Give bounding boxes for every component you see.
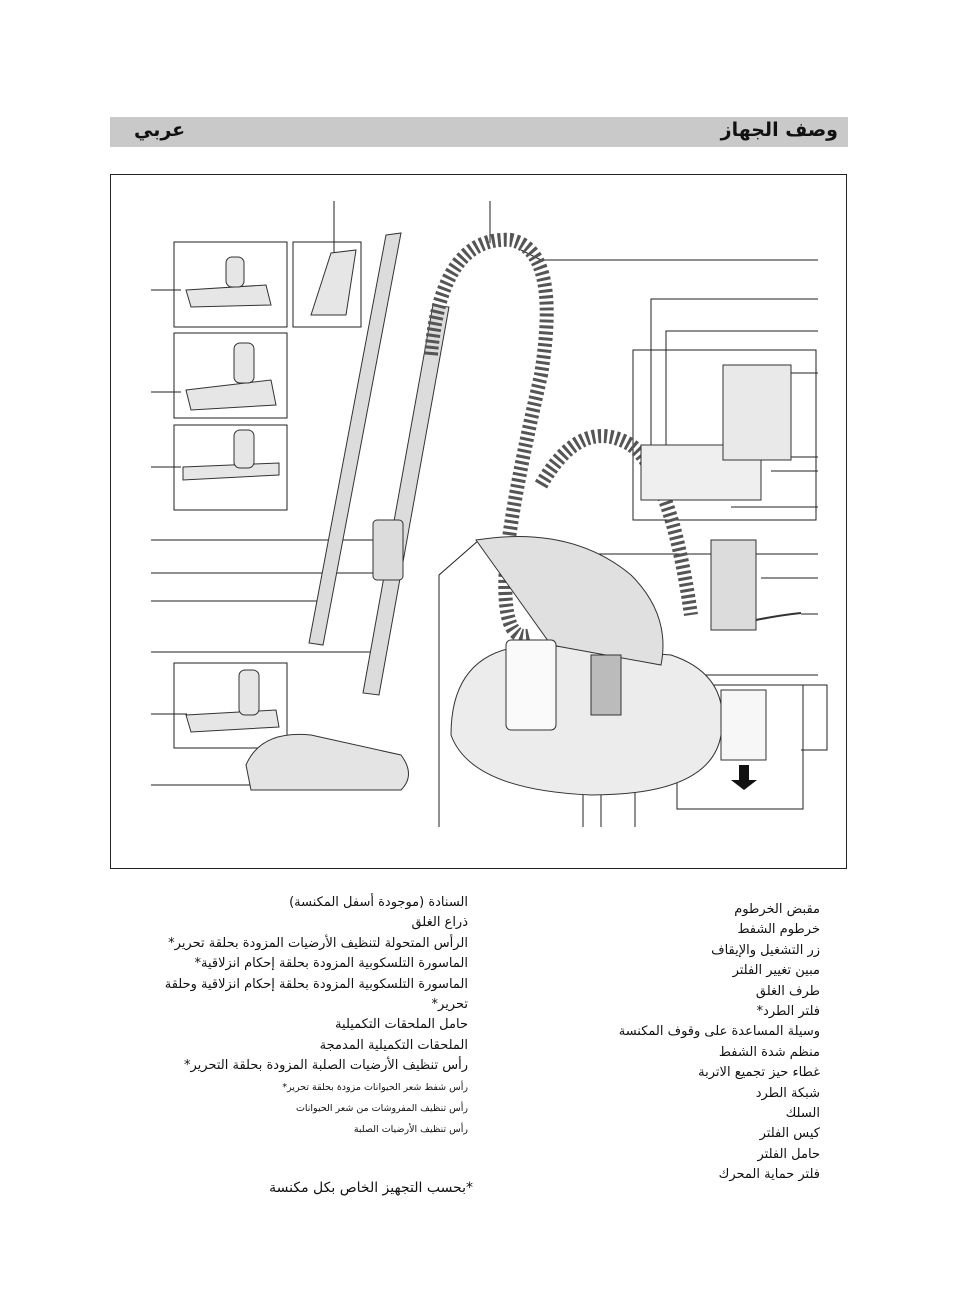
- footnote: *بحسب التجهيز الخاص بكل مكنسة: [269, 1180, 473, 1196]
- motor-filter-icon: [591, 655, 621, 715]
- list-item: حامل الملحقات التكميلية: [335, 1017, 468, 1033]
- filter-bag-icon: [506, 640, 556, 730]
- list-item: الماسورة التلسكوبية المزودة بحلقة إحكام انزلاقية وحلقة تحرير*: [164, 976, 468, 1013]
- list-item: مبين تغيير الفلتر: [732, 963, 820, 979]
- list-item: فلتر حماية المحرك: [718, 1167, 820, 1183]
- vacuum-body-icon: [451, 645, 722, 795]
- power-cord-icon: [756, 613, 801, 620]
- floor-nozzle-icon: [186, 380, 276, 410]
- accessory-box-pet: [174, 663, 287, 748]
- brush-nozzle-neck: [234, 430, 254, 468]
- list-item: وسيلة المساعدة على وقوف المكنسة: [618, 1024, 820, 1040]
- header-bar: [110, 117, 848, 147]
- cable-reel-icon: [711, 540, 756, 630]
- list-item: رأس تنظيف الأرضيات الصلبة المزودة بحلقة التحرير*: [184, 1058, 468, 1074]
- list-item: رأس شفط شعر الحيوانات مزودة بحلقة تحرير*: [282, 1081, 468, 1093]
- list-item: فلتر الطرد*: [756, 1004, 820, 1020]
- list-item: مقبض الخرطوم: [734, 902, 820, 917]
- list-item: ذراع الغلق: [411, 915, 468, 931]
- crevice-tool-icon: [311, 250, 356, 315]
- list-item: رأس تنظيف المفروشات من شعر الحيوانات: [295, 1102, 468, 1114]
- list-item: السلك: [785, 1106, 820, 1122]
- brush-nozzle-icon: [183, 463, 279, 480]
- list-item: السنادة (موجودة أسفل المكنسة): [289, 895, 468, 910]
- list-item: زر التشغيل والإيقاف: [711, 942, 820, 958]
- parts-list-right: [480, 900, 820, 1186]
- main-floor-nozzle-icon: [246, 734, 409, 790]
- pet-nozzle-icon: [186, 710, 279, 732]
- floor-nozzle-neck: [234, 343, 254, 383]
- callout-line: [521, 250, 818, 260]
- list-item: كيس الفلتر: [759, 1126, 820, 1142]
- vacuum-diagram: [111, 175, 848, 870]
- accessory-holder: [373, 520, 403, 580]
- list-item: غطاء حيز تجميع الاتربة: [698, 1065, 820, 1081]
- list-item: الماسورة التلسكوبية المزودة بحلقة إحكام انزلاقية*: [194, 956, 468, 972]
- upholstery-nozzle-icon: [186, 285, 271, 307]
- list-item: طرف الغلق: [755, 983, 820, 999]
- list-item: خرطوم الشفط: [737, 922, 820, 938]
- list-item: حامل الفلتر: [757, 1146, 820, 1162]
- exhaust-filter-icon: [723, 365, 791, 460]
- upholstery-neck: [226, 257, 244, 287]
- callout-line: [801, 685, 827, 750]
- list-item: الملحقات التكميلية المدمجة: [319, 1037, 468, 1053]
- list-item: منظم شدة الشفط: [718, 1044, 820, 1060]
- pet-nozzle-neck: [239, 670, 259, 715]
- insert-arrow-icon: [731, 765, 757, 790]
- page-title: وصف الجهاز: [720, 119, 838, 141]
- parts-list-left: [128, 893, 468, 1140]
- list-item: رأس تنظيف الأرضيات الصلبة: [353, 1123, 468, 1135]
- diagram-frame: [110, 174, 847, 869]
- list-item: شبكة الطرد: [755, 1085, 820, 1101]
- list-item: الرأس المتحولة لتنظيف الأرضيات المزودة بحلقة تحرير*: [168, 935, 468, 951]
- language-label: عربي: [134, 119, 186, 141]
- bag-detail-icon: [721, 690, 766, 760]
